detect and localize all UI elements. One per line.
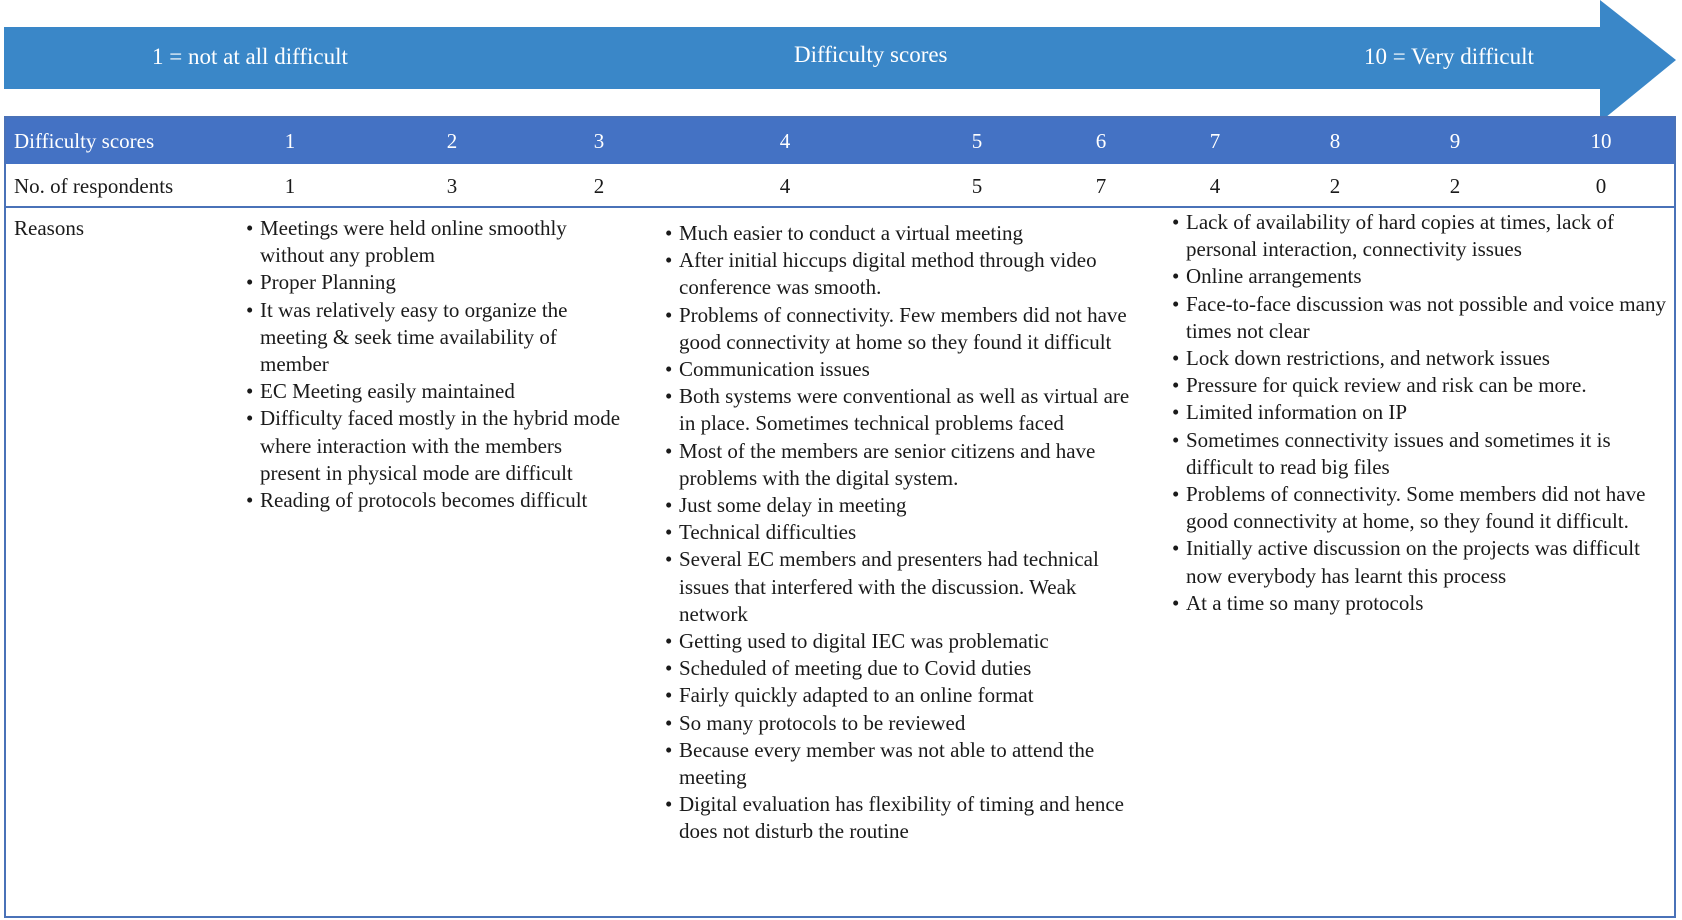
reason-item: • So many protocols to be reviewed — [665, 710, 1145, 737]
reason-item: • After initial hiccups digital method through video conference was smooth. — [665, 247, 1145, 301]
respondents-2: 3 — [446, 174, 458, 198]
reason-item: • It was relatively easy to organize the meeting & seek time availability of member — [246, 297, 626, 379]
header-label: Difficulty scores — [14, 129, 155, 153]
score-2: 2 — [446, 129, 458, 153]
reason-item: • Initially active discussion on the projects was difficult now everybody has learnt this process — [1172, 535, 1672, 589]
respondents-9: 2 — [1449, 174, 1461, 198]
score-9: 9 — [1449, 129, 1461, 153]
score-7: 7 — [1209, 129, 1221, 153]
respondents-8: 2 — [1329, 174, 1341, 198]
reason-item: • Because every member was not able to attend the meeting — [665, 737, 1145, 791]
reason-item: • Pressure for quick review and risk can be more. — [1172, 372, 1672, 399]
respondents-10: 0 — [1595, 174, 1607, 198]
reason-item: • Meetings were held online smoothly without any problem — [246, 215, 626, 269]
reason-item: • Technical difficulties — [665, 519, 1145, 546]
respondents-1: 1 — [284, 174, 296, 198]
respondents-4: 4 — [779, 174, 791, 198]
reason-item: • Scheduled of meeting due to Covid duties — [665, 655, 1145, 682]
reason-item: • Getting used to digital IEC was problematic — [665, 628, 1145, 655]
reason-item: • Lock down restrictions, and network issues — [1172, 345, 1672, 372]
reason-item: • Most of the members are senior citizens and have problems with the digital system. — [665, 438, 1145, 492]
reason-item: • Communication issues — [665, 356, 1145, 383]
score-8: 8 — [1329, 129, 1341, 153]
reason-item: • Face-to-face discussion was not possible and voice many times not clear — [1172, 291, 1672, 345]
reason-item: • Digital evaluation has flexibility of timing and hence does not disturb the routine — [665, 791, 1145, 845]
reason-item: • Online arrangements — [1172, 263, 1672, 290]
reason-item: • Fairly quickly adapted to an online format — [665, 682, 1145, 709]
respondents-7: 4 — [1209, 174, 1221, 198]
reason-item: • EC Meeting easily maintained — [246, 378, 626, 405]
reason-item: • Proper Planning — [246, 269, 626, 296]
score-3: 3 — [593, 129, 605, 153]
reasons-low-list — [246, 215, 626, 514]
score-4: 4 — [779, 129, 791, 153]
difficulty-table — [4, 116, 1676, 918]
respondents-label: No. of respondents — [14, 174, 174, 198]
reason-item: • Problems of connectivity. Few members did not have good connectivity at home so they found it difficult — [665, 302, 1145, 356]
reason-item: • At a time so many protocols — [1172, 590, 1672, 617]
reason-item: • Both systems were conventional as well as virtual are in place. Sometimes technical problems faced — [665, 383, 1145, 437]
reasons-row — [6, 208, 1674, 918]
reason-item: • Sometimes connectivity issues and sometimes it is difficult to read big files — [1172, 427, 1672, 481]
reasons-high-list — [1172, 209, 1672, 617]
respondents-5: 5 — [971, 174, 983, 198]
reason-item: • Much easier to conduct a virtual meeting — [665, 220, 1145, 247]
respondents-row — [6, 164, 1674, 208]
score-5: 5 — [971, 129, 983, 153]
reason-item: • Limited information on IP — [1172, 399, 1672, 426]
difficulty-arrow-banner — [4, 0, 1676, 122]
reasons-label: Reasons — [14, 216, 84, 240]
reason-item: • Problems of connectivity. Some members did not have good connectivity at home, so they found it difficult. — [1172, 481, 1672, 535]
reason-item: • Several EC members and presenters had technical issues that interfered with the discussion. Weak network — [665, 546, 1145, 628]
reason-item: • Lack of availability of hard copies at times, lack of personal interaction, connectivity issues — [1172, 209, 1672, 263]
score-6: 6 — [1095, 129, 1107, 153]
arrow-right-label: 10 = Very difficult — [1364, 44, 1534, 69]
respondents-3: 2 — [593, 174, 605, 198]
reason-item: • Reading of protocols becomes difficult — [246, 487, 626, 514]
reason-item: • Difficulty faced mostly in the hybrid mode where interaction with the members present in physical mode are difficult — [246, 405, 626, 487]
table-header-row — [6, 118, 1674, 164]
arrow-left-label: 1 = not at all difficult — [152, 44, 348, 69]
arrow-center-label: Difficulty scores — [794, 42, 948, 67]
respondents-6: 7 — [1095, 174, 1107, 198]
reason-item: • Just some delay in meeting — [665, 492, 1145, 519]
score-10: 10 — [1590, 129, 1612, 153]
score-1: 1 — [284, 129, 296, 153]
reasons-mid-list — [665, 220, 1145, 846]
